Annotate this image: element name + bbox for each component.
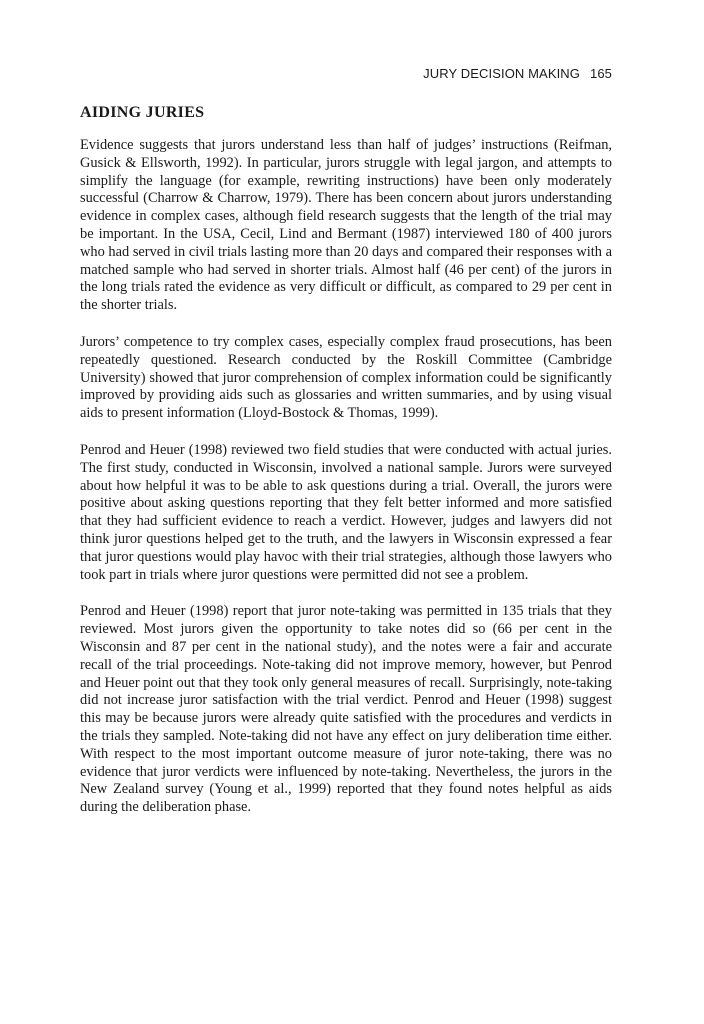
section-heading: AIDING JURIES (80, 104, 205, 121)
paragraph-juror-questions: Penrod and Heuer (1998) reviewed two field studies that were conducted with actual juries. The first study, conducted in Wisconsin, involved a national sample. Jurors were surveyed about how helpful it was to be able to ask questions during a trial. Overall, the jurors were positive about asking questions reporting that they felt better informed and more satisfied that they had sufficient evidence to reach a verdict. However, judges and lawyers did not think juror questions helped get to the truth, and the lawyers in Wisconsin expressed a fear that juror questions would play havoc with their trial strategies, although those lawyers who took part in trials where juror questions were permitted did not see a problem. (80, 441, 612, 583)
running-title: JURY DECISION MAKING (423, 66, 580, 81)
running-head (423, 66, 612, 81)
paragraph-complex-cases: Jurors’ competence to try complex cases, especially complex fraud prosecutions, has been repeatedly questioned. Research conducted by the Roskill Committee (Cambridge University) showed that juror comprehension of complex information could be significantly improved by providing aids such as glossaries and written summaries, and by using visual aids to present information (Lloyd-Bostock & Thomas, 1999). (80, 333, 612, 422)
book-page (80, 0, 612, 1024)
page-number: 165 (590, 66, 612, 81)
paragraph-note-taking: Penrod and Heuer (1998) report that juror note-taking was permitted in 135 trials that they reviewed. Most jurors given the opportunity to take notes did so (66 per cent in the Wisconsin and 87 per cent in the national study), and the notes were a fair and accurate recall of the trial proceedings. Note-taking did not improve memory, however, but Penrod and Heuer point out that they took only general measures of recall. Surprisingly, note-taking did not increase juror satisfaction with the trial verdict. Penrod and Heuer (1998) suggest this may be because jurors were already quite satisfied with the procedures and verdicts in the trials they sampled. Note-taking did not have any effect on jury deliberation time either. With respect to the most important outcome measure of juror note-taking, there was no evidence that juror verdicts were influenced by note-taking. Nevertheless, the jurors in the New Zealand survey (Young et al., 1999) reported that they found notes helpful as aids during the deliberation phase. (80, 603, 612, 816)
body-text (80, 137, 612, 817)
paragraph-jury-instructions: Evidence suggests that jurors understand less than half of judges’ instructions (Reifman, Gusick & Ellsworth, 1992). In particular, jurors struggle with legal jargon, and attempts to simplify the language (for example, rewriting instructions) have been only moderately successful (Charrow & Charrow, 1979). There has been concern about jurors understanding evidence in complex cases, although field research suggests that the length of the trial may be important. In the USA, Cecil, Lind and Bermant (1987) interviewed 180 of 400 jurors who had served in civil trials lasting more than 20 days and compared their responses with a matched sample who had served in shorter trials. Almost half (46 per cent) of the jurors in the long trials rated the evidence as very difficult or difficult, as compared to 29 per cent in the shorter trials. (80, 137, 612, 314)
